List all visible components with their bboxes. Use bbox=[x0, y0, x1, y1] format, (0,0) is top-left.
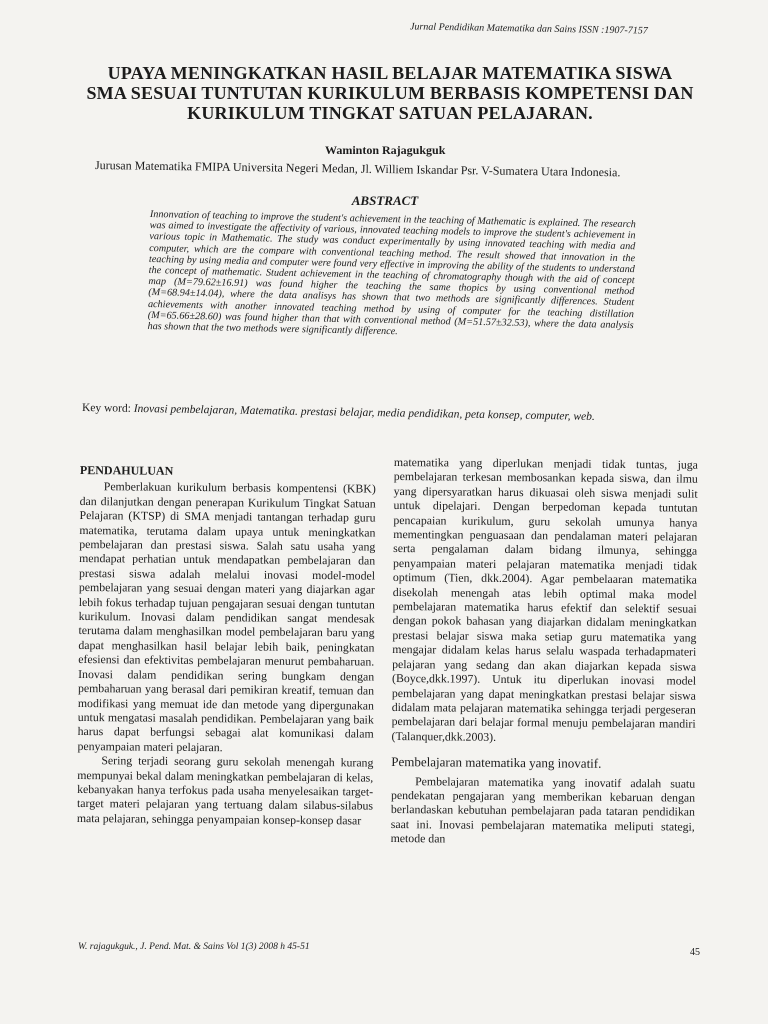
keywords-text: Inovasi pembelajaran, Matematika. prestasi belajar, media pendidikan, peta konsep, computer, web. bbox=[133, 402, 595, 423]
footer-citation: W. rajagukguk., J. Pend. Mat. & Sains Vol 1(3) 2008 h 45-51 bbox=[78, 942, 310, 952]
page-number: 45 bbox=[690, 947, 700, 958]
abstract-text: Innonvation of teaching to improve the student's achievement in the teaching of Mathematic is explained. The research was aimed to investigate the affectivity of various, innovated teaching models to improve the student's achievement in various topic in Mathematic. The study was conduct experimentally by using innovated teaching with media and computer, which are the compare with conventional teaching method. The result showed that innovation in the teaching by using media and computer were found very effective in improving the ability of the students to understand the concept of mathematic. Student achievement in the teaching of chromatography though with the aid of concept map (M=79.62±16.91) was found higher the teaching the same thopics by using conventional method (M=68.94±14.04), where the data analisys has shown that two methods are significantly differences. Student achievements with another innovated teaching method by using of computer for the teaching distillation (M=65.66±28.60) was found higher than that with conventional method (M=51.57±32.53), where the data analysis has shown that the two methods were significantly difference. bbox=[147, 209, 636, 338]
right-column bbox=[391, 455, 698, 848]
title-line-2: SMA SESUAI TUNTUTAN KURIKULUM BERBASIS KOMPETENSI DAN bbox=[86, 83, 694, 103]
left-paragraph-1: Pemberlakuan kurikulum berbasis kompentensi (KBK) dan dilanjutkan dengan penerapan Kurikulum Tingkat Satuan Pelajaran (KTSP) di SMA menjadi tantangan terhadap guru matematika, terutama dalam upaya untuk meningkatkan pembelajaran dan prestasi siswa. Salah satu usaha yang mendapat perhatian untuk mendapatkan pembelajaran dan prestasi siswa adalah melalui inovasi model-model pembelajaran yang sesuai dengan materi yang diajarkan agar lebih fokus terhadap tujuan pengajaran sesuai dengan tuntutan kurikulum. Inovasi dalam pendidikan sangat mendesak terutama dalam menghasilkan model pembelajaran baru yang dapat menghasilkan hasil belajar lebih baik, peningkatan efesiensi dan efektivitas pembelajaran menurut pembaharuan. Inovasi dalam pendidikan sering bungkam dengan pembaharuan yang berasal dari pemikiran kreatif, temuan dan modifikasi yang memuat ide dan metode yang dipergunakan untuk mengatasi masalah pendidikan. Pembelajaran yang baik harus dapat berfungsi sebagai alat komunikasi dalam penyampaian materi pelajaran. bbox=[77, 479, 376, 754]
right-paragraph-2: Pembelajaran matematika yang inovatif adalah suatu pendekatan pengajaran yang memberikan kebaruan dengan berlandaskan kebutuhan pembelajaran pada tataran pendidikan saat ini. Inovasi pembelajaran matematika meliputi stategi, metode dan bbox=[390, 773, 696, 846]
left-column bbox=[77, 463, 376, 828]
paper-title bbox=[70, 63, 710, 123]
journal-header: Jurnal Pendidikan Matematika dan Sains ISSN :1907-7157 bbox=[409, 21, 648, 37]
right-paragraph-1: matematika yang diperlukan menjadi tidak tuntas, juga pembelajaran terkesan membosankan kepada siswa, dan ilmu yang dipersyaratkan harus dikuasai oleh siswa menjadi sulit untuk dipelajari. Dengan berpedoman kepada tuntutan pencapaian kurikulum, guru sekolah umunya hanya mementingkan penguasaan dan pendalaman materi pelajaran serta pengalaman dalam bidang ilmunya, sehingga penyampaian materi pelajaran matematika menjadi tidak optimum (Tien, dkk.2004). Agar pembelaaran matematika disekolah menengah atas lebih optimal maka model pembelajaran matematika harus efektif dan selektif sesuai dengan pokok bahasan yang diajarkan didalam meningkatkan prestasi belajar siswa maka setiap guru matematika yang mengajar didalam kelas harus selalu waspada terhadapmateri pelajaran yang sedang dan akan diajarkan kepada siswa (Boyce,dkk.1997). Untuk itu diperlukan inovasi model pembelajaran yang dapat meningkatkan prestasi belajar siswa didalam mata pelajaran matematika sehingga terjadi pergeseran pembelajaran dari belajar formal menuju pembelajaran mandiri (Talanquer,dkk.2003). bbox=[391, 455, 698, 744]
abstract-heading: ABSTRACT bbox=[351, 193, 419, 208]
title-line-1: UPAYA MENINGKATKAN HASIL BELAJAR MATEMATIKA SISWA bbox=[107, 63, 673, 83]
title-line-3: KURIKULUM TINGKAT SATUAN PELAJARAN. bbox=[187, 103, 593, 123]
left-paragraph-2: Sering terjadi seorang guru sekolah menengah kurang mempunyai bekal dalam meningkatkan pembelajaran di kelas, kebanyakan hanya terfokus pada usaha menyelesaikan target-target materi pelajaran yang tertuang dalam silabus-silabus mata pelajaran, sehingga penyampaian konsep-konsep dasar bbox=[76, 753, 374, 828]
author-name: Waminton Rajagukguk bbox=[325, 143, 446, 157]
author-affiliation: Jurusan Matematika FMIPA Universita Negeri Medan, Jl. Williem Iskandar Psr. V-Sumatera Utara Indonesia. bbox=[94, 158, 621, 180]
section-heading-pendahuluan: PENDAHULUAN bbox=[79, 463, 174, 478]
keywords bbox=[82, 402, 702, 425]
keywords-label: Key word: bbox=[81, 402, 131, 415]
subsection-heading: Pembelajaran matematika yang inovatif. bbox=[391, 754, 602, 771]
